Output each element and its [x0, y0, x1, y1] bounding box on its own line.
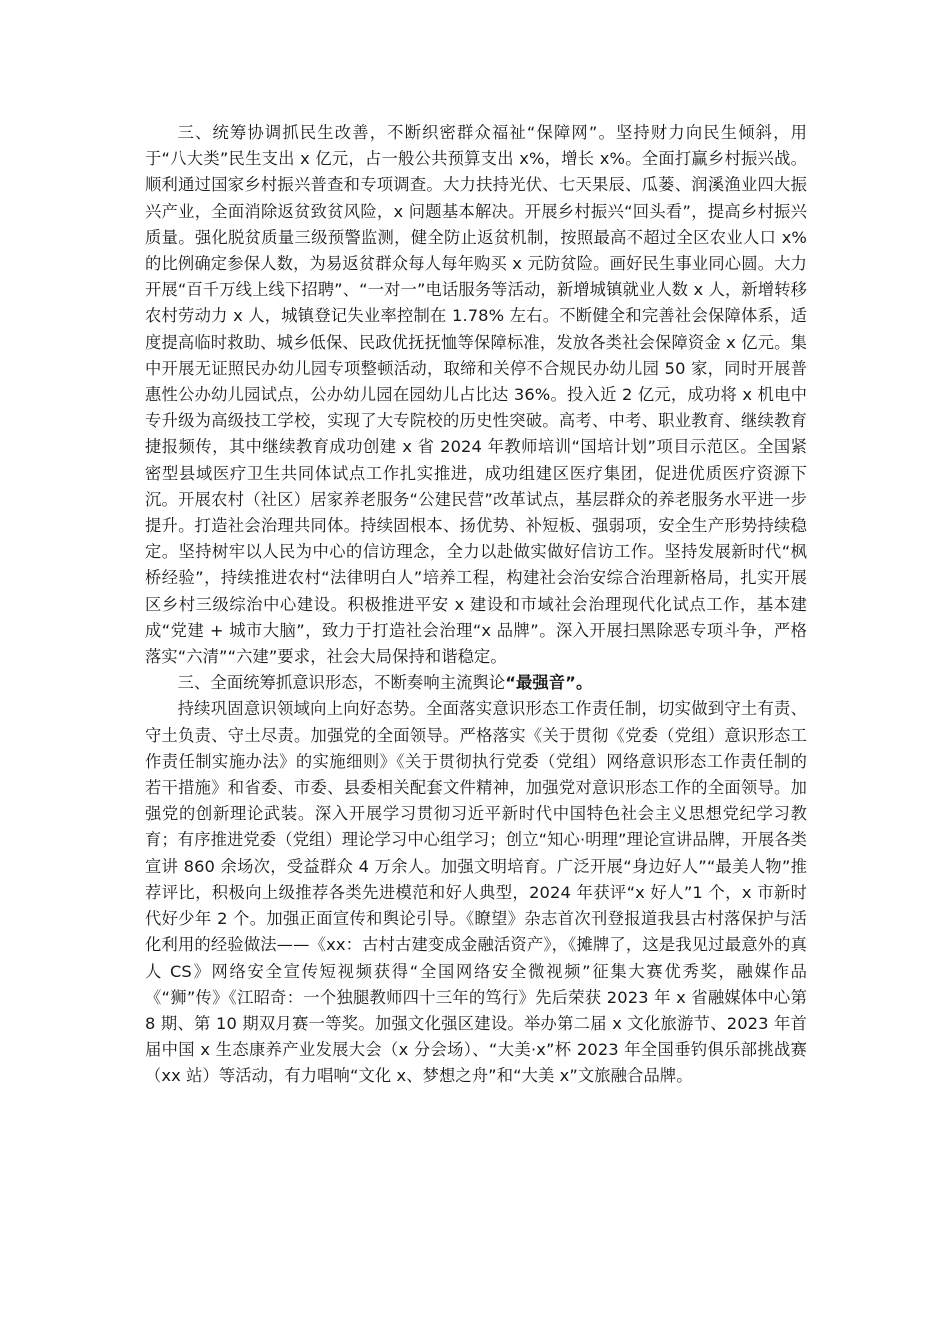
section-1-paragraph: [145, 120, 807, 670]
section-1-body: 坚持财力向民生倾斜，用于“八大类”民生支出 x 亿元，占一般公共预算支出 x%，增长 x%。全面打赢乡村振兴战。顺利通过国家乡村振兴普查和专项调查。大力扶持光伏、七天果辰、瓜蒌、润溪渔业四大振兴产业，全面消除返贫致贫风险，x 问题基本解决。开展乡村振兴“回头看”，提高乡村振兴质量。强化脱贫质量三级预警监测，健全防止返贫机制，按照最高不超过全区农业人口 x% 的比例确定参保人数，为易返贫群众每人每年购买 x 元防贫险。画好民生事业同心圆。大力开展“百千万线上线下招聘”、“一对一”电话服务等活动，新增城镇就业人数 x 人，新增转移农村劳动力 x 人，城镇登记失业率控制在 1.78% 左右。不断健全和完善社会保障体系，适度提高临时救助、城乡低保、民政优抚抚恤等保障标准，发放各类社会保障资金 x 亿元。集中开展无证照民办幼儿园专项整顿活动，取缔和关停不合规民办幼儿园 50 家，同时开展普惠性公办幼儿园试点，公办幼儿园在园幼儿占比达 36%。投入近 2 亿元，成功将 x 机电中专升级为高级技工学校，实现了大专院校的历史性突破。高考、中考、职业教育、继续教育捷报频传，其中继续教育成功创建 x 省 2024 年教师培训“国培计划”项目示范区。全国紧密型县域医疗卫生共同体试点工作扎实推进，成功组建区医疗集团，促进优质医疗资源下沉。开展农村（社区）居家养老服务“公建民营”改革试点，基层群众的养老服务水平进一步提升。打造社会治理共同体。持续固根本、扬优势、补短板、强弱项，安全生产形势持续稳定。坚持树牢以人民为中心的信访理念，全力以赴做实做好信访工作。坚持发展新时代“枫桥经验”，持续推进农村“法律明白人”培养工程，构建社会治安综合治理新格局，扎实开展区乡村三级综治中心建设。积极推进平安 x 建设和市域社会治理现代化试点工作，基本建成“党建 + 城市大脑”，致力于打造社会治理“x 品牌”。深入开展扫黑除恶专项斗争，严格落实“六清”“六建”要求，社会大局保持和谐稳定。: [145, 123, 807, 667]
section-2-heading-emphasis: “最强音”。: [505, 673, 593, 693]
section-2-heading-text: 三、全面统筹抓意识形态，不断奏响主流舆论: [177, 673, 506, 693]
section-2-heading: [145, 670, 807, 696]
section-2-paragraph: 持续巩固意识领域向上向好态势。全面落实意识形态工作责任制，切实做到守土有责、守土负责、守土尽责。加强党的全面领导。严格落实《关于贯彻《党委（党组）意识形态工作责任制实施办法》的实施细则》《关于贯彻执行党委（党组）网络意识形态工作责任制的若干措施》和省委、市委、县委相关配套文件精神，加强党对意识形态工作的全面领导。加强党的创新理论武装。深入开展学习贯彻习近平新时代中国特色社会主义思想党纪学习教育；有序推进党委（党组）理论学习中心组学习；创立“知心·明理”理论宣讲品牌，开展各类宣讲 860 余场次，受益群众 4 万余人。加强文明培育。广泛开展“身边好人”“最美人物”推荐评比，积极向上级推荐各类先进模范和好人典型，2024 年获评“x 好人”1 个，x 市新时代好少年 2 个。加强正面宣传和舆论引导。《瞭望》杂志首次刊登报道我县古村落保护与活化利用的经验做法——《xx：古村古建变成金融活资产》，《摊牌了，这是我见过最意外的真人 CS》网络安全宣传短视频获得“全国网络安全微视频”征集大赛优秀奖，融媒作品《“狮”传》《江昭奇：一个独腿教师四十三年的笃行》先后荣获 2023 年 x 省融媒体中心第 8 期、第 10 期双月赛一等奖。加强文化强区建设。举办第二届 x 文化旅游节、2023 年首届中国 x 生态康养产业发展大会（x 分会场）、“大美·x”杯 2023 年全国垂钓俱乐部挑战赛（xx 站）等活动，有力唱响“文化 x、梦想之舟”和“大美 x”文旅融合品牌。: [145, 699, 807, 1086]
section-1-heading: 三、统筹协调抓民生改善，不断织密群众福祉“保障网”。: [177, 123, 616, 142]
document-page: [145, 120, 807, 1090]
